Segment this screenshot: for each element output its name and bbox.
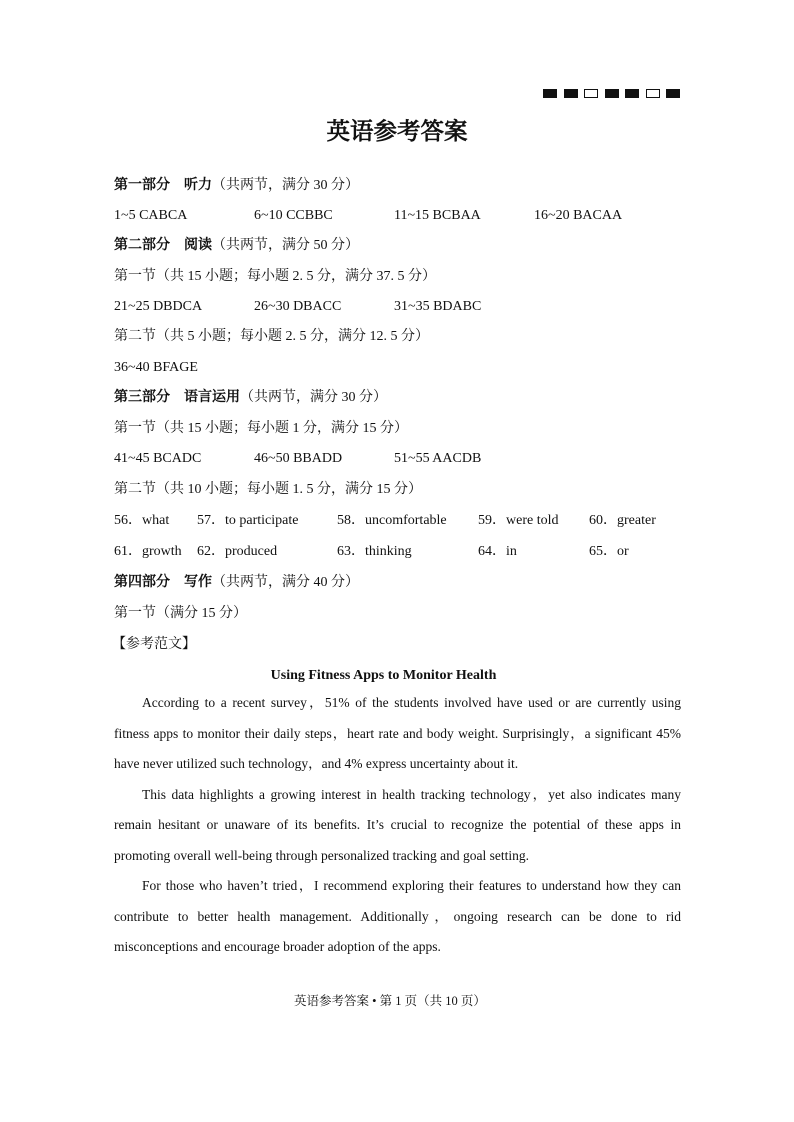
- part3-heading: [114, 388, 387, 408]
- part-note: （共两节，满分 30 分）: [212, 178, 359, 193]
- fill-answer: 56．what: [114, 513, 170, 528]
- essay-paragraph: [114, 688, 681, 780]
- fill-answer: 65．or: [589, 544, 629, 559]
- part3-section2-answers-row2: [0, 542, 794, 562]
- part-label: 第四部分: [114, 575, 170, 590]
- part3-section2-answers-row1: [0, 511, 794, 531]
- filled-square-icon: [666, 89, 680, 98]
- part1-heading: [114, 176, 359, 196]
- part-label: 第一部分: [114, 178, 170, 193]
- filled-square-icon: [605, 89, 619, 98]
- fill-answer: 60．greater: [589, 513, 656, 528]
- fill-answer: 57．to participate: [197, 513, 299, 528]
- essay-line: fitness apps to monitor their daily steps，heart rate and body weight. Surprisingly，a significant 45%: [114, 725, 681, 741]
- part3-section1-answers: [0, 449, 794, 469]
- section-heading: 第二节（共 10 小题；每小题 1. 5 分，满分 15 分）: [114, 482, 422, 497]
- answer-group: 51~55 AACDB: [394, 451, 482, 466]
- part-note: （共两节，满分 40 分）: [212, 575, 359, 590]
- part-name: 听力: [184, 178, 212, 193]
- filled-square-icon: [564, 89, 578, 98]
- essay-line: This data highlights a growing interest in health tracking technology，yet also indicates many: [142, 786, 681, 802]
- part-label: 第二部分: [114, 238, 170, 253]
- section-heading: 第一节（满分 15 分）: [114, 606, 247, 621]
- essay-paragraph: [114, 780, 681, 872]
- fill-answer: 64．in: [478, 544, 517, 559]
- essay-line: promoting overall well-being through personalized tracking and goal setting.: [114, 847, 530, 863]
- sample-essay-label: 【参考范文】: [112, 637, 196, 652]
- answer-group: 26~30 DBACC: [254, 299, 342, 314]
- answer-group: 21~25 DBDCA: [114, 299, 203, 314]
- section-heading: 第一节（共 15 小题；每小题 2. 5 分，满分 37. 5 分）: [114, 269, 436, 284]
- part4-heading: [114, 573, 359, 593]
- essay-line: For those who haven’t tried，I recommend exploring their features to understand how they can: [142, 878, 681, 893]
- answer-group: 41~45 BCADC: [114, 451, 202, 466]
- part-note: （共两节，满分 50 分）: [212, 238, 359, 253]
- answer-group: 36~40 BFAGE: [114, 360, 198, 375]
- answer-group: 31~35 BDABC: [394, 299, 482, 314]
- filled-square-icon: [625, 89, 639, 98]
- empty-square-icon: [646, 89, 660, 98]
- part-note: （共两节，满分 30 分）: [240, 390, 387, 405]
- section-heading: 第二节（共 5 小题；每小题 2. 5 分，满分 12. 5 分）: [114, 329, 429, 344]
- part-label: 第三部分: [114, 390, 170, 405]
- essay-paragraph: [114, 871, 681, 963]
- part-name: 写作: [184, 575, 212, 590]
- answer-group: 1~5 CABCA: [114, 208, 188, 223]
- answer-group: 11~15 BCBAA: [394, 208, 481, 223]
- essay-line: remain hesitant or unaware of its benefits. It’s crucial to recognize the potential of these apps in: [114, 817, 681, 832]
- essay-line: misconceptions and encourage broader adoption of the apps.: [114, 939, 441, 954]
- fill-answer: 59．were told: [478, 513, 559, 528]
- fill-answer: 61．growth: [114, 544, 182, 559]
- fill-answer: 58．uncomfortable: [337, 513, 447, 528]
- page-footer: 英语参考答案 • 第 1 页（共 10 页）: [294, 994, 486, 1008]
- essay-line: have never utilized such technology，and 4% express uncertainty about it.: [114, 756, 519, 771]
- filled-square-icon: [543, 89, 557, 98]
- part-name: 语言运用: [184, 390, 240, 405]
- part-name: 阅读: [184, 238, 212, 253]
- answer-group: 46~50 BBADD: [254, 451, 343, 466]
- fill-answer: 62．produced: [197, 544, 278, 559]
- empty-square-icon: [584, 89, 598, 98]
- part1-answers: [0, 206, 794, 226]
- header-code-marks: [543, 89, 680, 98]
- section-heading: 第一节（共 15 小题；每小题 1 分，满分 15 分）: [114, 421, 408, 436]
- page-title: 英语参考答案: [326, 119, 468, 145]
- fill-answer: 63．thinking: [337, 544, 412, 559]
- part2-heading: [114, 236, 359, 256]
- essay-line: According to a recent survey，51% of the students involved have used or are currently using: [142, 695, 681, 710]
- essay-line: contribute to better health management. Additionally，ongoing research can be done to rid: [114, 908, 681, 924]
- answer-group: 6~10 CCBBC: [254, 208, 333, 223]
- answer-group: 16~20 BACAA: [534, 208, 623, 223]
- essay-title: Using Fitness Apps to Monitor Health: [270, 668, 497, 683]
- part2-section1-answers: [0, 297, 794, 317]
- sample-essay: [114, 688, 681, 963]
- part2-section2-answers: [0, 358, 794, 378]
